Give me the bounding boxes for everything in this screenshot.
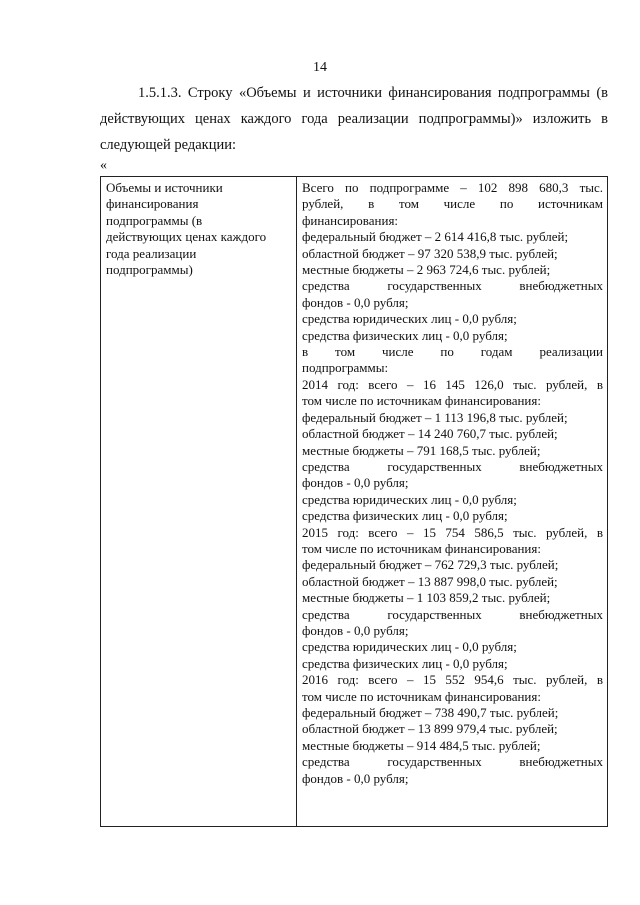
page-number: 14: [313, 60, 327, 75]
intro-text: следующей редакции:: [100, 137, 237, 153]
opening-quote: «: [100, 158, 107, 173]
value-line: Всего по подпрограмме – 102 898 680,3 тыс.: [302, 180, 603, 195]
value-line: федеральный бюджет – 762 729,3 тыс. рублей;: [302, 557, 559, 573]
value-line: средства физических лиц - 0,0 рубля;: [302, 327, 508, 343]
value-line: областной бюджет – 13 887 998,0 тыс. рублей;: [302, 573, 558, 589]
value-line: средства государственных внебюджетных: [302, 606, 603, 622]
value-line: местные бюджеты – 2 963 724,6 тыс. рублей;: [302, 262, 551, 278]
value-line: федеральный бюджет – 2 614 416,8 тыс. рублей;: [302, 229, 569, 245]
value-line: 2014 год: всего – 16 145 126,0 тыс. рублей, в: [302, 376, 603, 392]
value-line: областной бюджет – 97 320 538,9 тыс. рублей;: [302, 245, 558, 261]
intro-paragraph: [100, 80, 608, 158]
label-line: Объемы и источники: [106, 180, 223, 195]
value-line: финансирования:: [302, 212, 399, 228]
value-line: средства юридических лиц - 0,0 рубля;: [302, 491, 517, 507]
value-line: том числе по источникам финансирования:: [302, 688, 541, 704]
value-line: фондов - 0,0 рубля;: [302, 622, 409, 638]
value-line: федеральный бюджет – 738 490,7 тыс. рублей;: [302, 705, 559, 720]
value-line: областной бюджет – 13 899 979,4 тыс. рублей;: [302, 721, 558, 737]
value-line: средства физических лиц - 0,0 рубля;: [302, 655, 508, 671]
value-line: средства государственных внебюджетных: [302, 754, 603, 770]
value-line: фондов - 0,0 рубля;: [302, 770, 409, 786]
value-line: фондов - 0,0 рубля;: [302, 475, 409, 491]
value-line: том числе по источникам финансирования:: [302, 393, 541, 409]
value-line: средства государственных внебюджетных: [302, 458, 603, 474]
value-line: 2016 год: всего – 15 552 954,6 тыс. рублей, в: [302, 672, 603, 688]
value-line: местные бюджеты – 1 103 859,2 тыс. рублей;: [302, 590, 551, 606]
value-line: 2015 год: всего – 15 754 586,5 тыс. рублей, в: [302, 524, 603, 540]
value-line: рублей, в том числе по источникам: [302, 196, 603, 212]
value-line: федеральный бюджет – 1 113 196,8 тыс. рублей;: [302, 409, 568, 425]
value-line: в том числе по годам реализации: [302, 344, 603, 360]
label-line: действующих ценах каждого: [106, 229, 267, 245]
value-line: средства юридических лиц - 0,0 рубля;: [302, 639, 517, 655]
label-line: финансирования: [106, 196, 199, 212]
value-line: местные бюджеты – 914 484,5 тыс. рублей;: [302, 737, 541, 753]
row-label-cell: [101, 177, 297, 827]
label-line: подпрограммы (в: [106, 212, 203, 228]
label-line: года реализации: [106, 245, 197, 261]
value-line: фондов - 0,0 рубля;: [302, 294, 409, 310]
value-line: средства физических лиц - 0,0 рубля;: [302, 508, 508, 524]
label-line: подпрограммы): [106, 262, 193, 278]
value-line: подпрограммы:: [302, 360, 389, 376]
value-line: местные бюджеты – 791 168,5 тыс. рублей;: [302, 442, 541, 458]
value-line: средства государственных внебюджетных: [302, 278, 603, 294]
table-row: [101, 177, 608, 827]
funding-table: [100, 176, 608, 827]
value-line: областной бюджет – 14 240 760,7 тыс. рублей;: [302, 426, 558, 442]
intro-text: действующих ценах каждого года реализации подпрограммы)» изложить в: [100, 111, 608, 127]
row-value-cell: [297, 177, 608, 827]
value-line: том числе по источникам финансирования:: [302, 540, 541, 556]
value-line: средства юридических лиц - 0,0 рубля;: [302, 311, 517, 327]
intro-text: 1.5.1.3. Строку «Объемы и источники финансирования подпрограммы (в: [138, 85, 608, 101]
